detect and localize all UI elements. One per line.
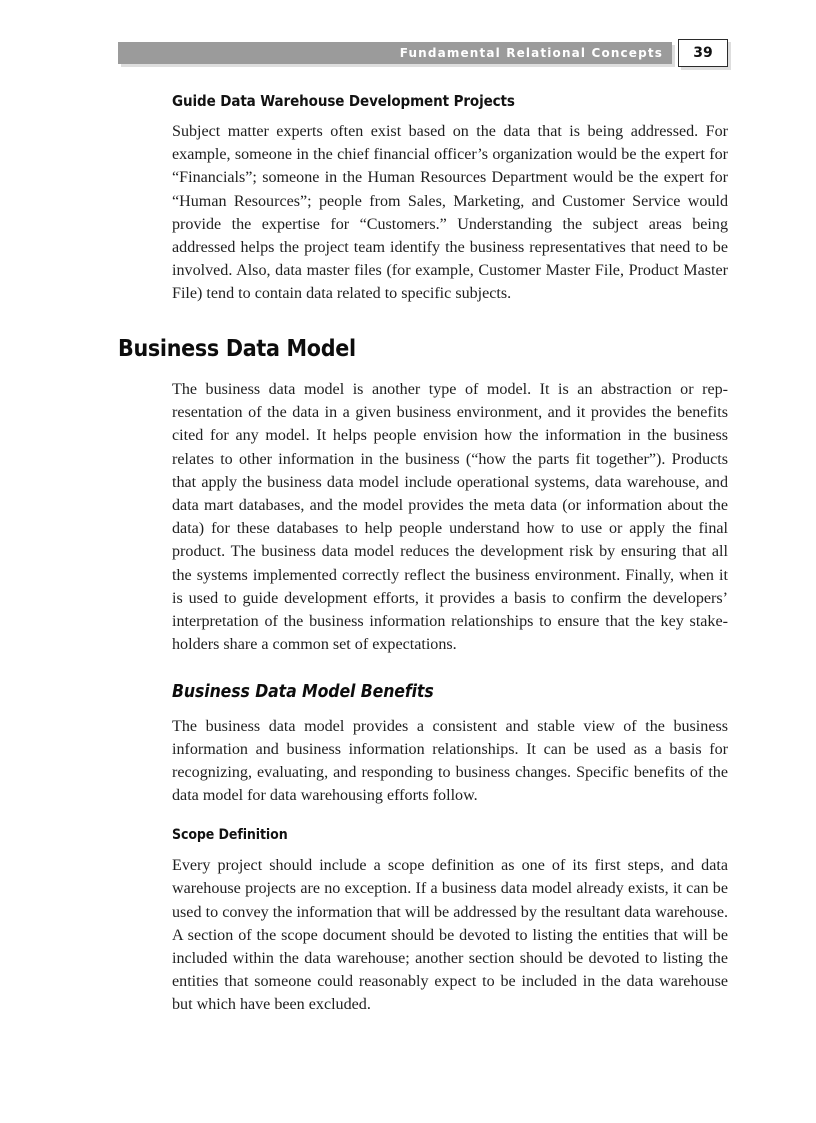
- page-number-box: [678, 39, 728, 67]
- running-header-title: Fundamental Relational Concepts: [399, 46, 663, 60]
- page-content: [118, 92, 728, 1017]
- heading-scope-definition: Scope Definition: [172, 827, 288, 844]
- spacer: [118, 657, 728, 682]
- heading-business-data-model: Business Data Model: [118, 335, 356, 362]
- heading-guide-data-warehouse-development-projects: Guide Data Warehouse Development Projects: [172, 92, 515, 110]
- paragraph-scope-definition: Every project should include a scope definition as one of its first steps, and data warehouse projects are no exception. If a business data model already exists, it can be used to convey the information that will be addressed by the resultant data warehouse. A section of the scope document should be devoted to listing the entities that will be included within the data warehouse; another section should be devoted to listing the entities that someone could reasonably expect to be included in the data warehouse but which have been excluded.: [172, 857, 728, 1014]
- spacer: [118, 807, 728, 827]
- spacer: [118, 306, 728, 336]
- heading-business-data-model-benefits: Business Data Model Benefits: [172, 681, 434, 702]
- running-header: [118, 42, 728, 66]
- paragraph-business-data-model: The business data model is another type of model. It is an abstraction or representation of the data in a given business environment, and it provides the benefits cited for any model. It helps people envision how the information in the business relates to other information in the business (“how the parts fit together”). Products that apply the business data model include operational systems, data warehouse, and data mart databases, and the model provides the meta data (or information about the data) for these databases to help people understand how to use or apply the final product. The business data model reduces the development risk by ensuring that all the systems implemented correctly reflect the business environment. Finally, when it is used to guide development efforts, it provides a basis to confirm the developers’ interpretation of the business information relationships to ensure that the key stakeholders share a common set of expectations.: [172, 381, 728, 654]
- paragraph-subject-matter-experts: Subject matter experts often exist based on the data that is being addressed. For example, someone in the chief financial officer’s organization would be the expert for “Financials”; someone in the Human Resources Department would be the expert for “Human Resources”; people from Sales, Marketing, and Customer Service would provide the expertise for “Customers.” Understanding the subject areas being addressed helps the project team identify the business representatives that need to be involved. Also, data master files (for example, Customer Master File, Product Master File) tend to contain data related to specific subjects.: [172, 123, 728, 303]
- running-header-bar: [118, 42, 672, 64]
- page-number: 39: [693, 45, 713, 61]
- paragraph-business-data-model-benefits: The business data model provides a consistent and stable view of the business information and business information relationships. It can be used as a basis for recognizing, evaluating, and responding to business changes. Specific benefits of the data model for data warehousing efforts follow.: [172, 717, 728, 805]
